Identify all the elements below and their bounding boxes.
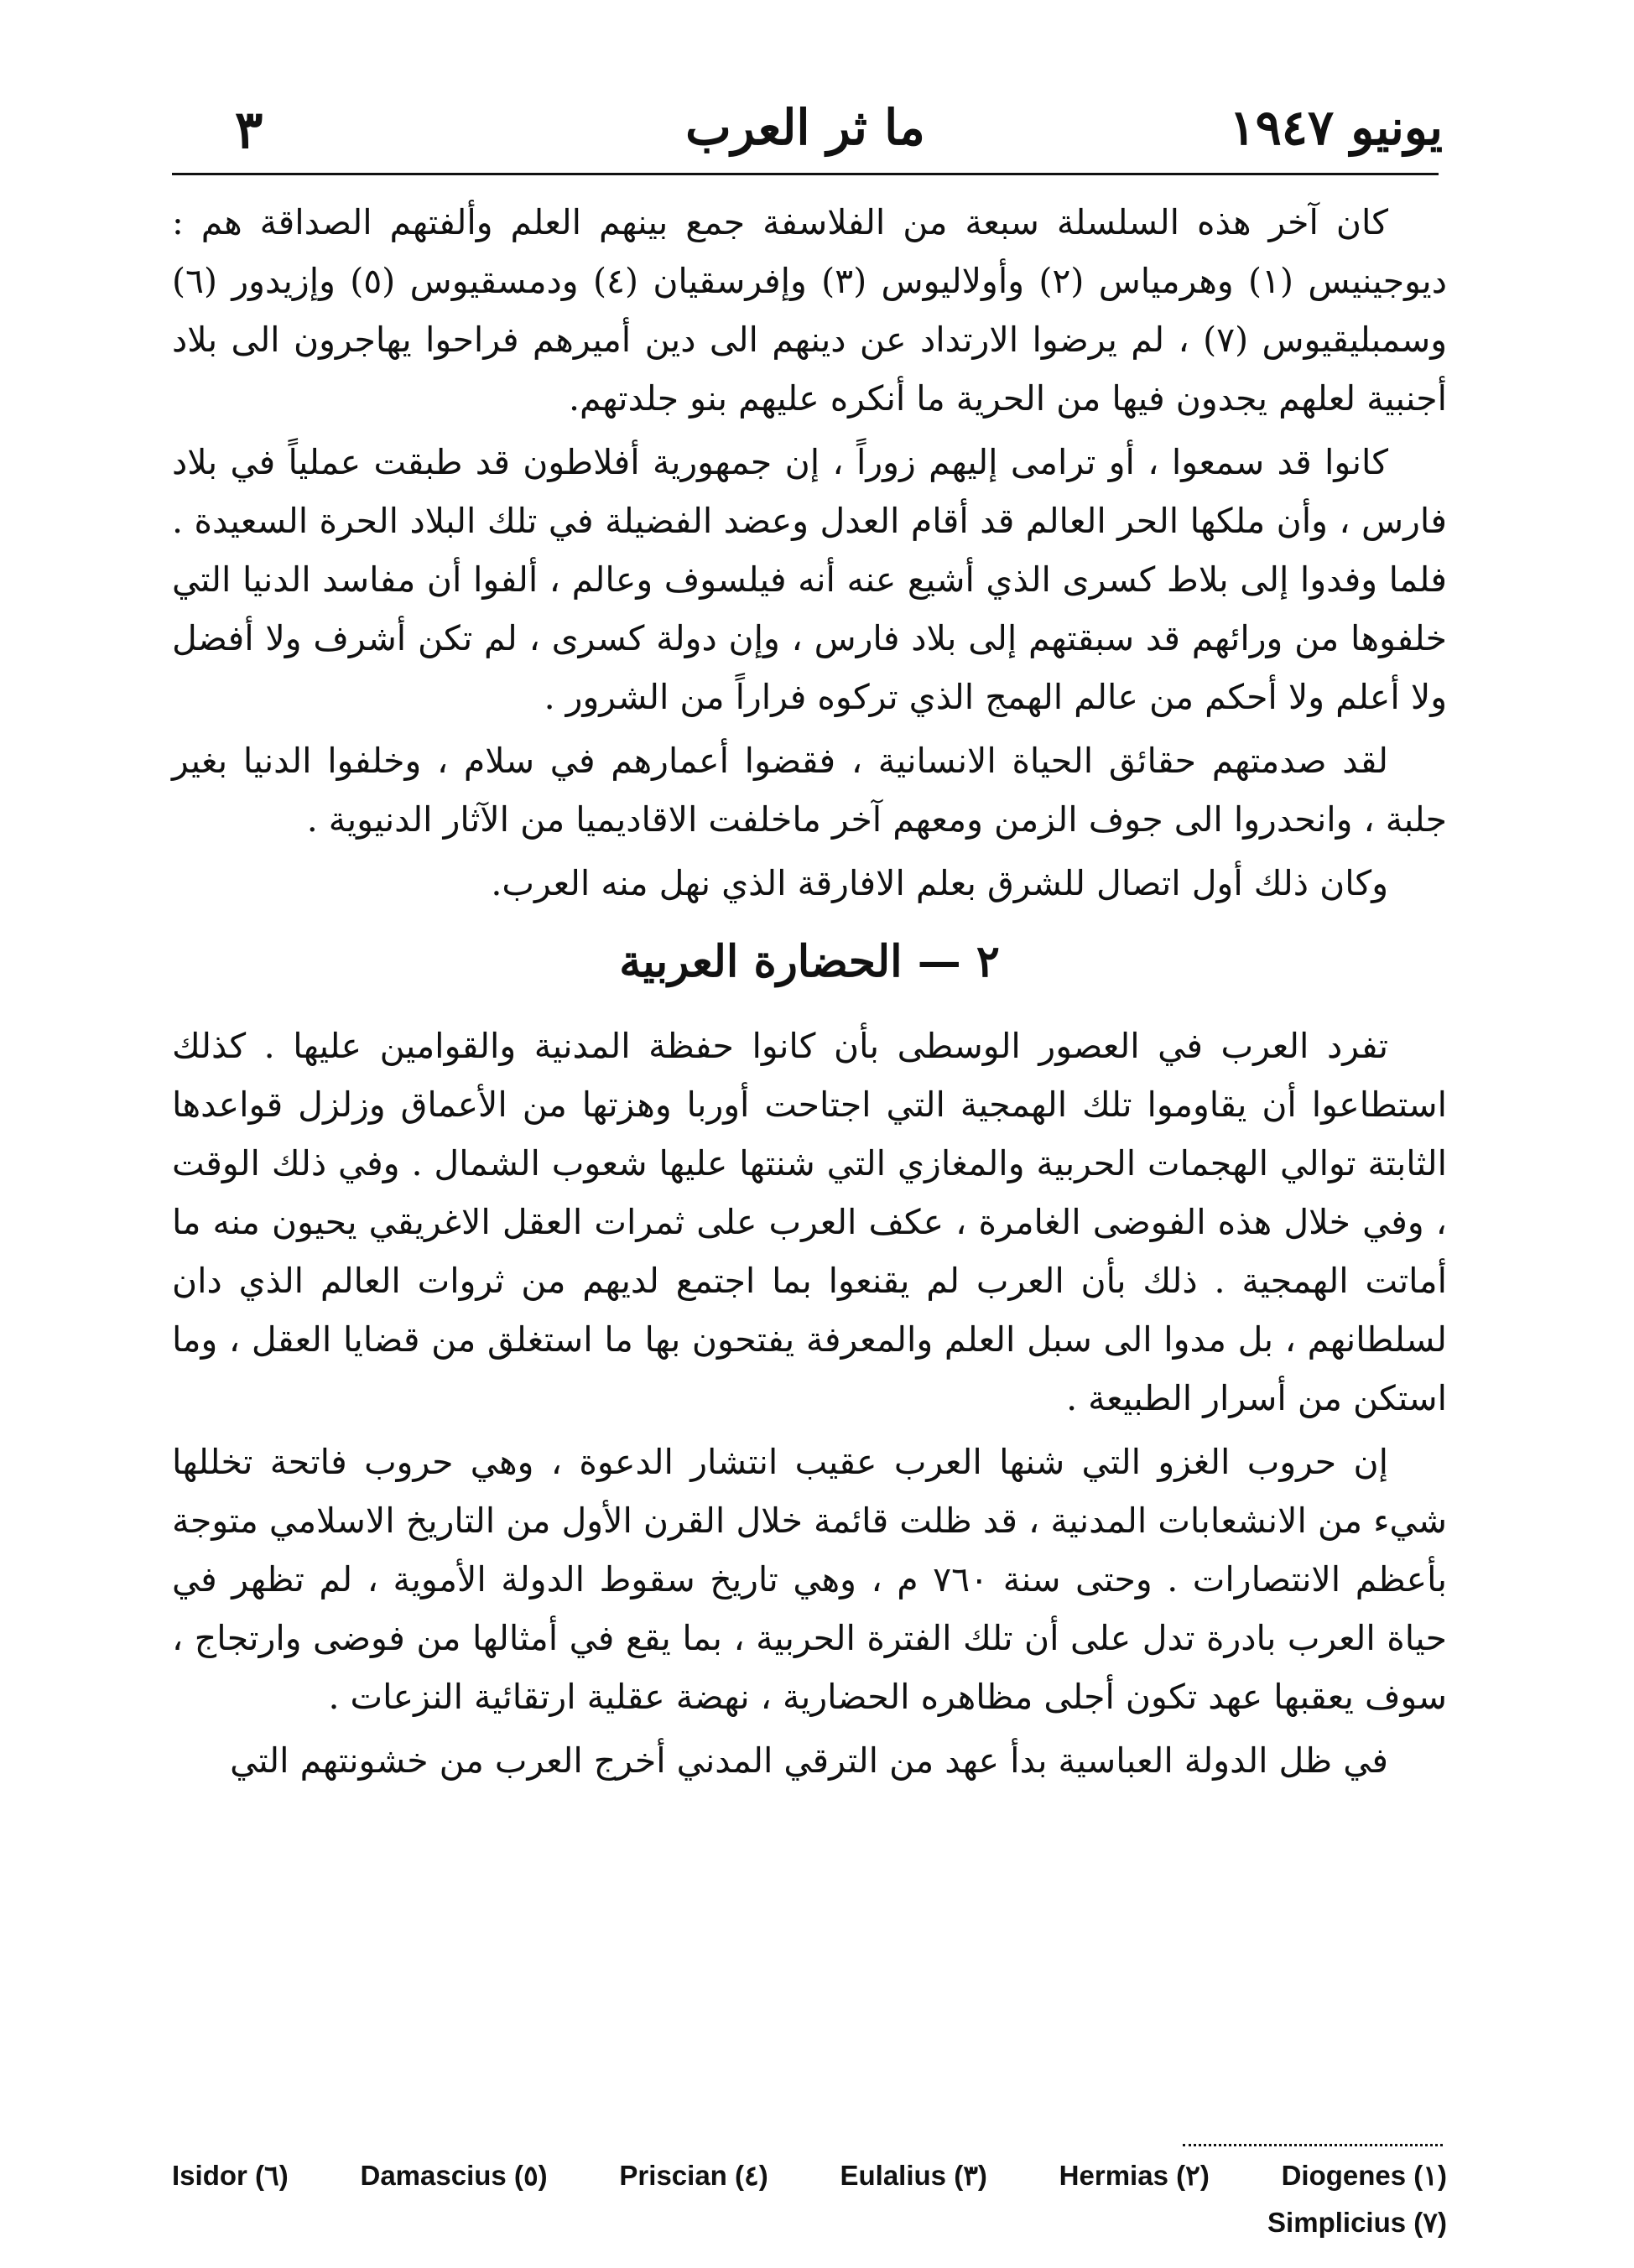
footnote-row xyxy=(172,2152,1447,2199)
paragraph: إن حروب الغزو التي شنها العرب عقيب انتشار الدعوة ، وهي حروب فاتحة تخللها شيء من الانشعابات المدنية ، قد ظلت قائمة خلال القرن الأول من التاريخ الاسلامي متوجة بأعظم الانتصارات . وحتى سنة ٧٦٠ م ، وهي تاريخ سقوط الدولة الأموية ، لم تظهر في حياة العرب بادرة تدل على أن تلك الفترة الحربية ، بما يقع في أمثالها من فوضى وارتجاج ، سوف يعقبها عهد تكون أجلى مظاهره الحضارية ، نهضة عقلية ارتقائية النزعات . xyxy=(172,1442,1447,1717)
footnotes xyxy=(172,2152,1447,2246)
article-body xyxy=(172,193,1447,1795)
header-date: يونيو ١٩٤٧ xyxy=(1229,99,1443,156)
footnote: Isidor (٦) xyxy=(172,2160,289,2191)
paragraph: لقد صدمتهم حقائق الحياة الانسانية ، فقضوا أعمارهم في سلام ، وخلفوا الدنيا بغير جلبة ، وانحدروا الى جوف الزمن ومعهم آخر ماخلفت الاقاديميا من الآثار الدنيوية . xyxy=(172,741,1447,840)
header-title: ما ثر العرب xyxy=(685,99,925,156)
footnote: Simplicius (٧) xyxy=(1267,2207,1447,2238)
footnote: Hermias (٢) xyxy=(1059,2160,1210,2191)
paragraph: كان آخر هذه السلسلة سبعة من الفلاسفة جمع بينهم العلم وألفتهم الصداقة هم : ديوجينيس (١) وهرمياس (٢) وأولاليوس (٣) وإفرسقيان (٤) ودمسقيوس (٥) وإزيدور (٦) وسمبليقيوس (٧) ، لم يرضوا الارتداد عن دينهم الى دين أميرهم فراحوا يهاجرون الى بلاد أجنبية لعلهم يجدون فيها من الحرية ما أنكره عليهم بنو جلدتهم. xyxy=(172,202,1447,419)
footnote: Eulalius (٣) xyxy=(840,2160,987,2191)
footnote: Diogenes (١) xyxy=(1281,2160,1447,2191)
paragraph: تفرد العرب في العصور الوسطى بأن كانوا حفظة المدنية والقوامين عليها . كذلك استطاعوا أن يقاوموا تلك الهمجية التي اجتاحت أوربا وهزتها من الأعماق وزلزل قواعدها الثابتة توالي الهجمات الحربية والمغازي التي شنتها عليها شعوب الشمال . وفي ذلك الوقت ، وفي خلال هذه الفوضى الغامرة ، عكف العرب على ثمرات العقل الاغريقي يحيون منه ما أماتت الهمجية . ذلك بأن العرب لم يقنعوا بما اجتمع لديهم من ثروات العالم الذي دان لسلطانهم ، بل مدوا الى سبل العلم والمعرفة يفتحون بها ما استغلق من قضايا العقل ، وما استكن من أسرار الطبيعة . xyxy=(172,1026,1447,1418)
footnote-divider xyxy=(1183,2144,1443,2146)
page-header xyxy=(168,99,1443,166)
footnote-row xyxy=(172,2199,1447,2246)
footnote: Damascius (٥) xyxy=(360,2160,548,2191)
paragraph: كانوا قد سمعوا ، أو ترامى إليهم زوراً ، إن جمهورية أفلاطون قد طبقت عملياً في بلاد فارس ، وأن ملكها الحر العالم قد أقام العدل وعضد الفضيلة في تلك البلاد الحرة السعيدة . فلما وفدوا إلى بلاط كسرى الذي أشيع عنه أنه فيلسوف وعالم ، ألفوا أن مفاسد الدنيا التي خلفوها من ورائهم قد سبقتهم إلى بلاد فارس ، وإن دولة كسرى ، لم تكن أشرف ولا أفضل ولا أعلم ولا أحكم من عالم الهمج الذي تركوه فراراً من الشرور . xyxy=(172,442,1447,717)
paragraph: في ظل الدولة العباسية بدأ عهد من الترقي المدني أخرج العرب من خشونتهم التي xyxy=(230,1740,1388,1781)
page-number: ٣ xyxy=(235,99,263,160)
paragraph: وكان ذلك أول اتصال للشرق بعلم الافارقة الذي نهل منه العرب. xyxy=(491,863,1388,903)
footnote: Priscian (٤) xyxy=(619,2160,768,2191)
header-divider xyxy=(172,173,1439,175)
section-heading: ٢ — الحضارة العربية xyxy=(619,936,1000,987)
